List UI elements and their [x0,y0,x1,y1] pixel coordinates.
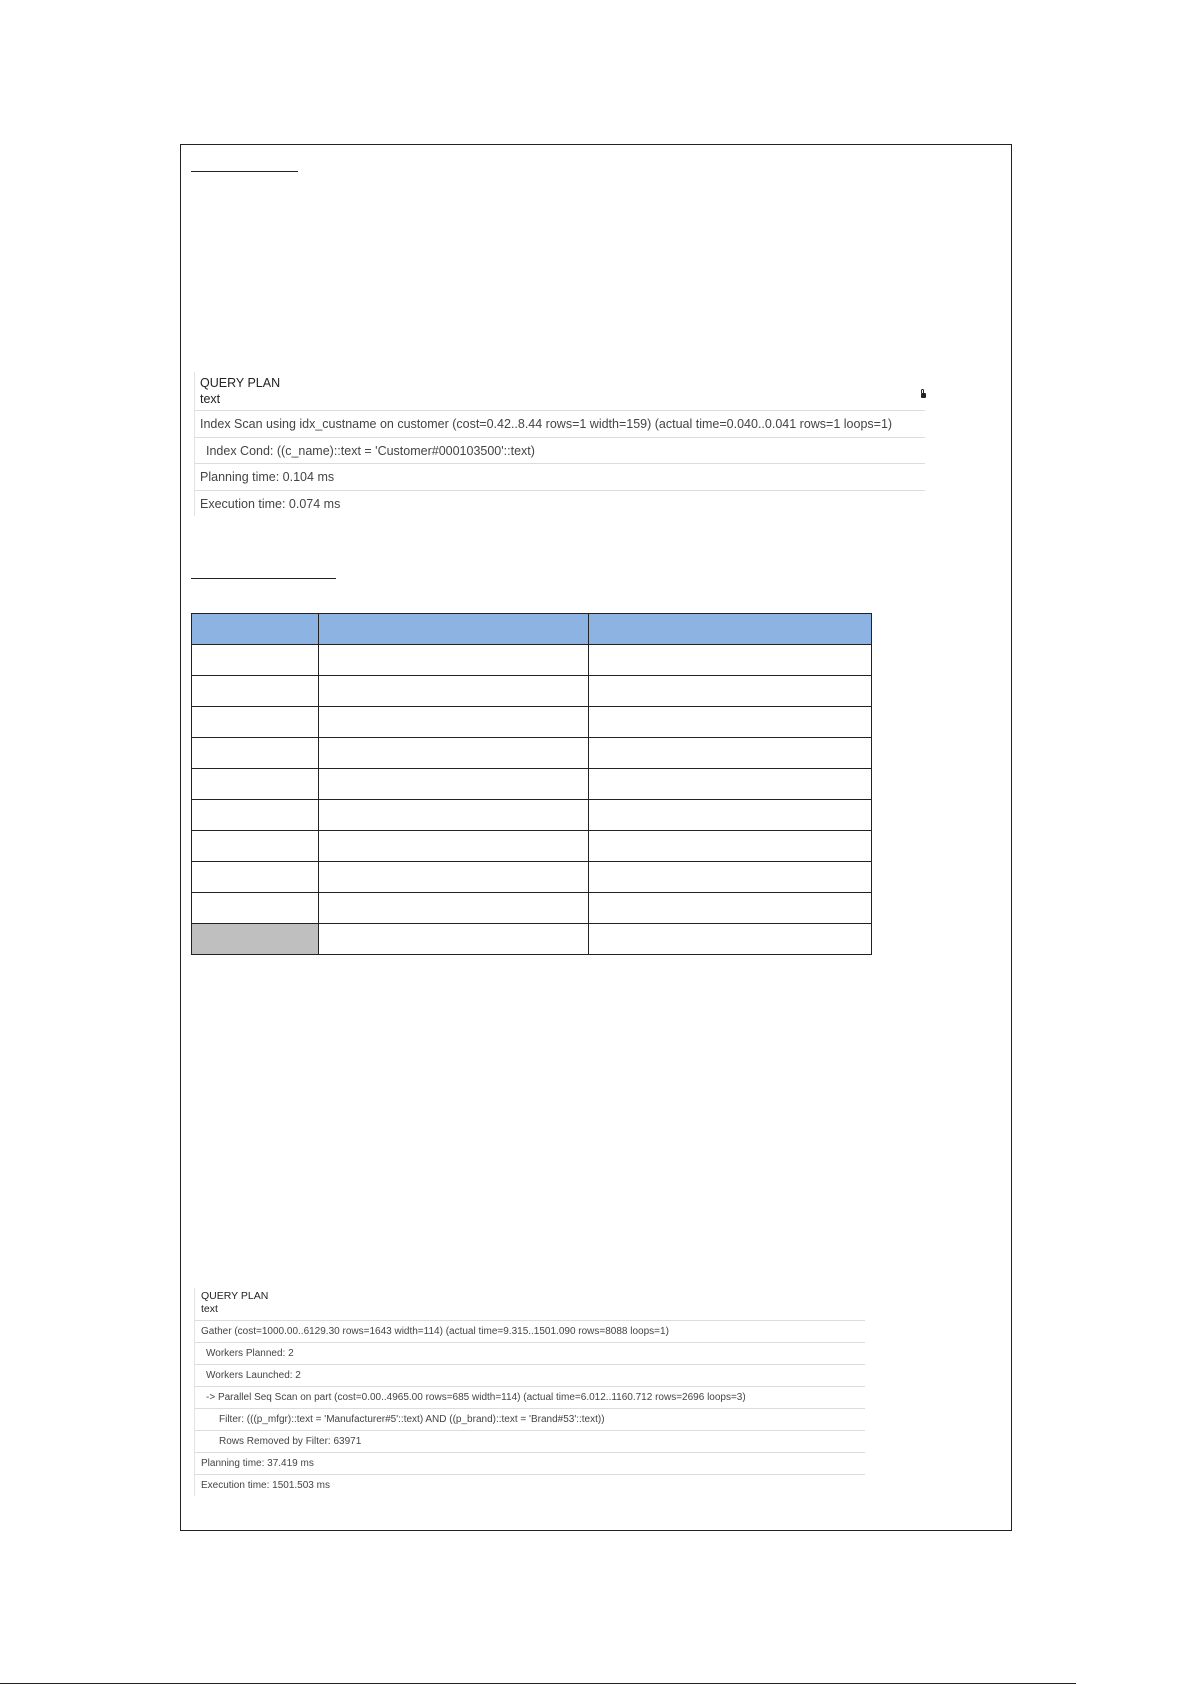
table-cell [589,769,872,800]
table-cell [192,769,319,800]
table-cell [319,893,589,924]
plan-row: Filter: (((p_mfgr)::text = 'Manufacturer#5'::text) AND ((p_brand)::text = 'Brand#53'::text)) [195,1408,865,1430]
table-cell [319,862,589,893]
plan-row: Index Scan using idx_custname on customer (cost=0.42..8.44 rows=1 width=159) (actual time=0.040..0.041 rows=1 loops=1) [195,410,925,437]
table-cell [319,769,589,800]
query-plan-title: QUERY PLAN [200,376,281,390]
table-row [192,831,872,862]
table-row [192,645,872,676]
table-cell [589,893,872,924]
plan-row: Workers Launched: 2 [195,1364,865,1386]
table-cell [192,893,319,924]
table-row [192,676,872,707]
table-cell [192,862,319,893]
footer-rule [0,1683,1076,1684]
table-header-row [192,614,872,645]
table-cell [319,738,589,769]
table-cell [192,831,319,862]
table-cell [589,645,872,676]
table-cell [319,645,589,676]
table-row [192,924,872,955]
table-cell-shaded [192,924,319,955]
lock-icon[interactable] [921,393,926,398]
table-row [192,862,872,893]
table-cell [319,676,589,707]
plan-row: Rows Removed by Filter: 63971 [195,1430,865,1452]
query-plan-type: text [201,1303,218,1315]
plan-row: Execution time: 0.074 ms [195,490,925,517]
query-plan-header [195,372,925,410]
table-cell [192,645,319,676]
table-cell [319,614,589,645]
plan-row: Workers Planned: 2 [195,1342,865,1364]
table-row [192,893,872,924]
table-cell [192,707,319,738]
plan-row: Gather (cost=1000.00..6129.30 rows=1643 width=114) (actual time=9.315..1501.090 rows=8088 loops=1) [195,1320,865,1342]
table-cell [589,831,872,862]
plan-row: Planning time: 37.419 ms [195,1452,865,1474]
table-cell [319,707,589,738]
plan-row: Index Cond: ((c_name)::text = 'Customer#000103500'::text) [195,437,925,464]
table-cell [192,738,319,769]
heading-underline-1 [191,171,298,173]
table-row [192,769,872,800]
table-cell [319,800,589,831]
table-row [192,800,872,831]
table-cell [589,738,872,769]
table-cell [589,800,872,831]
plan-row: Execution time: 1501.503 ms [195,1474,865,1496]
table-cell [589,862,872,893]
table-cell [589,707,872,738]
table-row [192,707,872,738]
table-cell [319,924,589,955]
table-cell [589,676,872,707]
empty-grid-table [191,613,872,955]
table-cell [589,614,872,645]
table-cell [192,614,319,645]
query-plan-header [195,1288,865,1320]
query-plan-title: QUERY PLAN [201,1290,269,1302]
table-cell [192,676,319,707]
plan-row: -> Parallel Seq Scan on part (cost=0.00..4965.00 rows=685 width=114) (actual time=6.012..1160.712 rows=2696 loops=3) [195,1386,865,1408]
plan-row: Planning time: 0.104 ms [195,463,925,490]
heading-underline-2 [191,578,336,580]
table-cell [192,800,319,831]
query-plan-panel-2 [194,1288,865,1496]
table-row [192,738,872,769]
table-cell [589,924,872,955]
table-cell [319,831,589,862]
query-plan-panel-1 [194,372,925,516]
query-plan-type: text [200,392,221,406]
